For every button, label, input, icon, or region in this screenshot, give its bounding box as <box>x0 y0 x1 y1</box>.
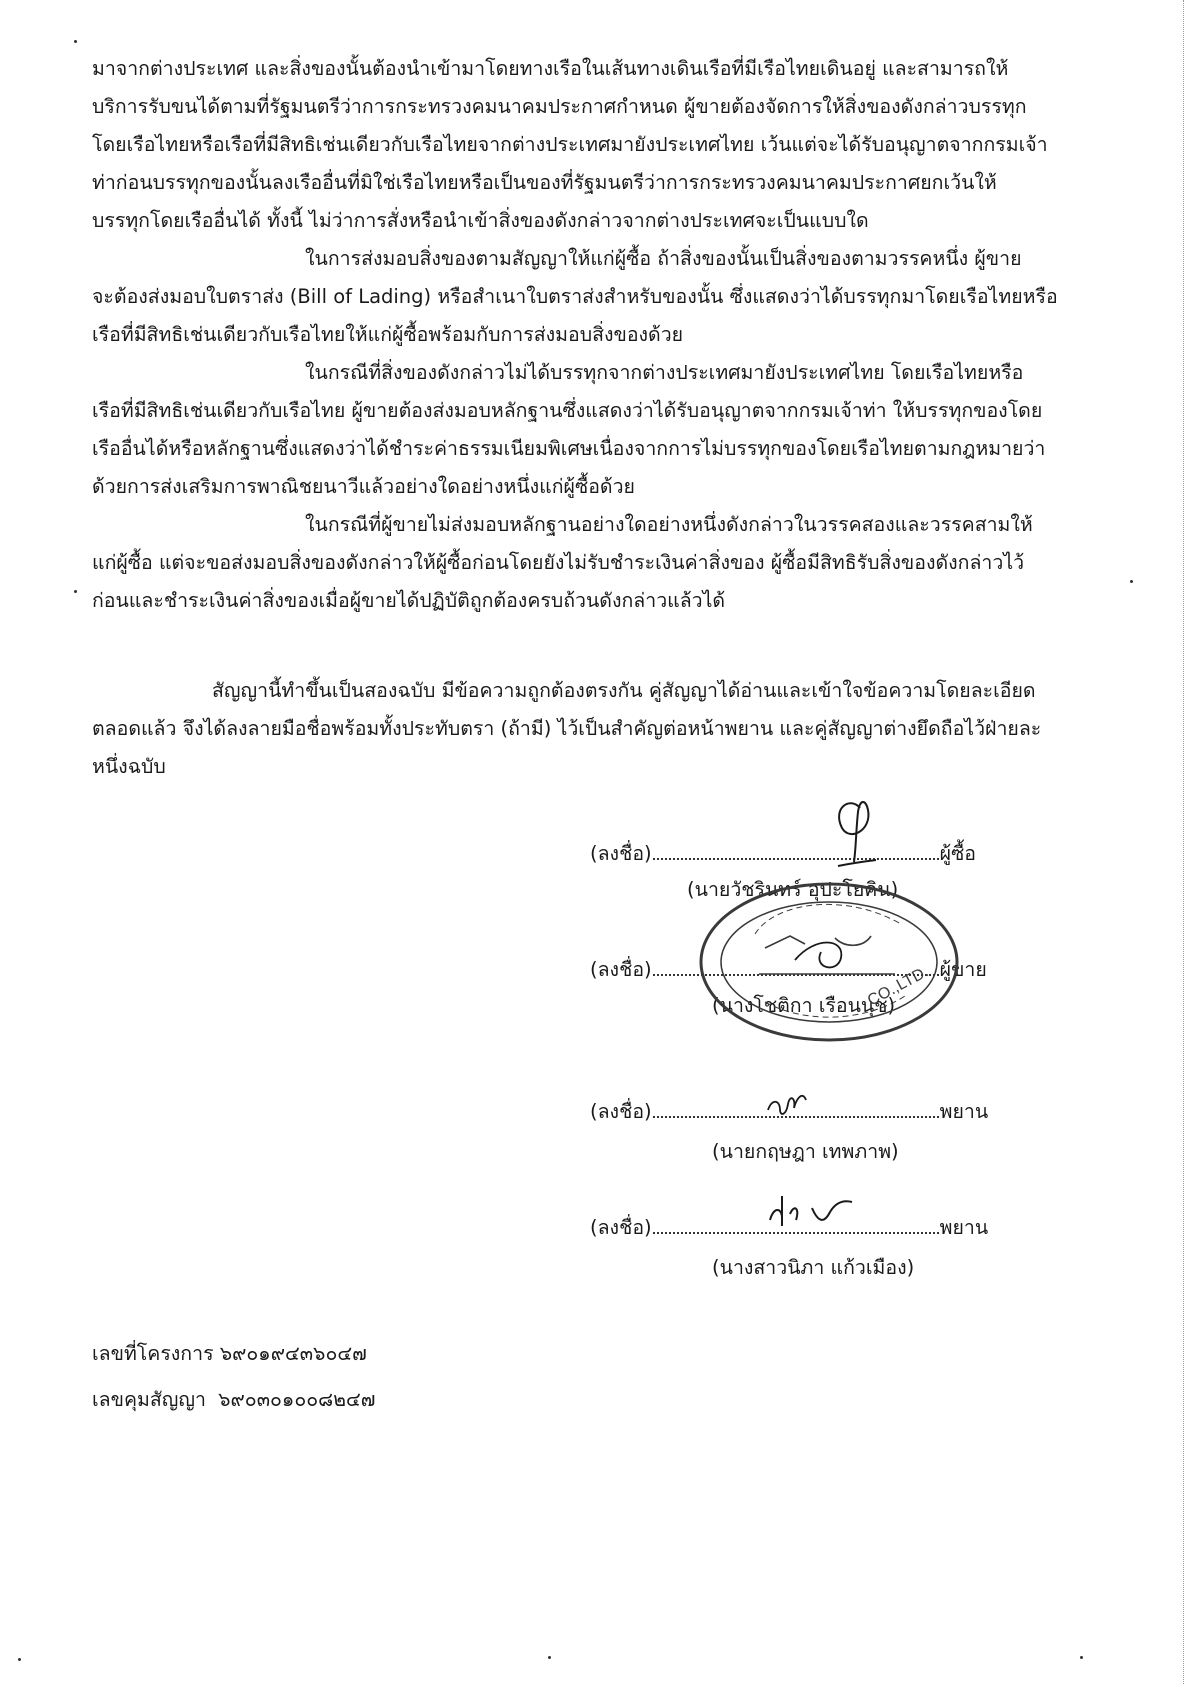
signature-prefix: (ลงชื่อ) <box>590 1216 652 1239</box>
scan-speck <box>1080 1656 1083 1659</box>
scan-speck <box>74 590 77 593</box>
body-line: มาจากต่างประเทศ และสิ่งของนั้นต้องนำเข้ามาโดยทางเรือในเส้นทางเดินเรือที่มีเรือไทยเดินอยู่ และสามารถให้ <box>92 57 1009 80</box>
body-line: บรรทุกโดยเรืออื่นได้ ทั้งนี้ ไม่ว่าการสั่งหรือนำเข้าสิ่งของดังกล่าวจากต่างประเทศจะเป็นแบบใด <box>92 209 869 232</box>
signature-role: พยาน <box>939 1100 989 1123</box>
signature-line-buyer <box>590 838 976 869</box>
buyer-signature-mark <box>820 790 890 870</box>
body-line: แก่ผู้ซื้อ แต่จะขอส่งมอบสิ่งของดังกล่าวให้ผู้ซื้อก่อนโดยยังไม่รับชำระเงินค่าสิ่งของ ผู้ซื้อมีสิทธิรับสิ่งของดังกล่าวไว้ <box>92 551 1025 574</box>
signature-role: พยาน <box>939 1216 989 1239</box>
contract-control-label: เลขคุมสัญญา <box>92 1388 206 1411</box>
body-line: จะต้องส่งมอบใบตราส่ง (Bill of Lading) หรือสำเนาใบตราส่งสำหรับของนั้น ซึ่งแสดงว่าได้บรรทุกมาโดยเรือไทยหรือ <box>92 285 1058 308</box>
project-number-line <box>92 1338 367 1369</box>
body-line: เรืออื่นได้หรือหลักฐานซึ่งแสดงว่าได้ชำระค่าธรรมเนียมพิเศษเนื่องจากการไม่บรรทุกของโดยเรือไทยตามกฎหมายว่า <box>92 437 1046 460</box>
signature-role: ผู้ขาย <box>939 958 987 981</box>
signature-prefix: (ลงชื่อ) <box>590 1100 652 1123</box>
scan-speck <box>548 1656 551 1659</box>
signature-role: ผู้ซื้อ <box>939 842 977 865</box>
body-line: ในกรณีที่สิ่งของดังกล่าวไม่ได้บรรทุกจากต่างประเทศมายังประเทศไทย โดยเรือไทยหรือ <box>305 361 1024 384</box>
contract-control-line <box>92 1384 375 1415</box>
signatory-name: (นางสาวนิภา แก้วเมือง) <box>712 1256 915 1279</box>
signatory-name: (นายวัชรินทร์ อุปะโยคิน) <box>687 878 899 901</box>
closing-line: ตลอดแล้ว จึงได้ลงลายมือชื่อพร้อมทั้งประทับตรา (ถ้ามี) ไว้เป็นสำคัญต่อหน้าพยาน และคู่สัญญาต่างยึดถือไว้ฝ่ายละ <box>92 717 1042 740</box>
witness-1-signature-mark <box>762 1080 832 1120</box>
project-number-label: เลขที่โครงการ <box>92 1342 214 1365</box>
body-line: เรือที่มีสิทธิเช่นเดียวกับเรือไทย ผู้ขายต้องส่งมอบหลักฐานซึ่งแสดงว่าได้รับอนุญาตจากกรมเจ้าท่า ให้บรรทุกของโดย <box>92 399 1043 422</box>
company-seal-stamp <box>695 878 963 1046</box>
scan-speck <box>18 1658 21 1661</box>
closing-line: สัญญานี้ทำขึ้นเป็นสองฉบับ มีข้อความถูกต้องตรงกัน คู่สัญญาได้อ่านและเข้าใจข้อความโดยละเอียด <box>212 679 1036 702</box>
signatory-name: (นายกฤษฎา เทพภาพ) <box>712 1140 899 1163</box>
signatory-name: (นางโชติกา เรือนนุช) <box>712 994 896 1017</box>
contract-control-value: ๖๙๐๓๐๑๐๐๘๒๔๗ <box>218 1388 376 1411</box>
signature-prefix: (ลงชื่อ) <box>590 958 652 981</box>
scan-speck <box>1130 580 1133 583</box>
seal-text: CO.,LTD. <box>864 963 932 1010</box>
signature-prefix: (ลงชื่อ) <box>590 842 652 865</box>
project-number-value: ๖๙๐๑๙๔๓๖๐๔๗ <box>219 1342 367 1365</box>
body-line: ด้วยการส่งเสริมการพาณิชยนาวีแล้วอย่างใดอย่างหนึ่งแก่ผู้ซื้อด้วย <box>92 475 635 498</box>
scan-speck <box>74 40 77 43</box>
scan-edge <box>1182 0 1184 1684</box>
body-line: ท่าก่อนบรรทุกของนั้นลงเรืออื่นที่มิใช่เรือไทยหรือเป็นของที่รัฐมนตรีว่าการกระทรวงคมนาคมประกาศยกเว้นให้ <box>92 171 997 194</box>
body-line: ในกรณีที่ผู้ขายไม่ส่งมอบหลักฐานอย่างใดอย่างหนึ่งดังกล่าวในวรรคสองและวรรคสามให้ <box>305 513 1033 536</box>
closing-line: หนึ่งฉบับ <box>92 755 166 778</box>
body-line: ก่อนและชำระเงินค่าสิ่งของเมื่อผู้ขายได้ปฏิบัติถูกต้องครบถ้วนดังกล่าวแล้วได้ <box>92 589 726 612</box>
body-line: โดยเรือไทยหรือเรือที่มีสิทธิเช่นเดียวกับเรือไทยจากต่างประเทศมายังประเทศไทย เว้นแต่จะได้รับอนุญาตจากกรมเจ้า <box>92 133 1048 156</box>
signature-dots <box>653 842 939 860</box>
body-line: ในการส่งมอบสิ่งของตามสัญญาให้แก่ผู้ซื้อ ถ้าสิ่งของนั้นเป็นสิ่งของตามวรรคหนึ่ง ผู้ขาย <box>305 247 1022 270</box>
body-line: บริการรับขนได้ตามที่รัฐมนตรีว่าการกระทรวงคมนาคมประกาศกำหนด ผู้ขายต้องจัดการให้สิ่งของดังกล่าวบรรทุก <box>92 95 1027 118</box>
witness-2-signature-mark <box>760 1186 860 1230</box>
body-line: เรือที่มีสิทธิเช่นเดียวกับเรือไทยให้แก่ผู้ซื้อพร้อมกับการส่งมอบสิ่งของด้วย <box>92 323 684 346</box>
